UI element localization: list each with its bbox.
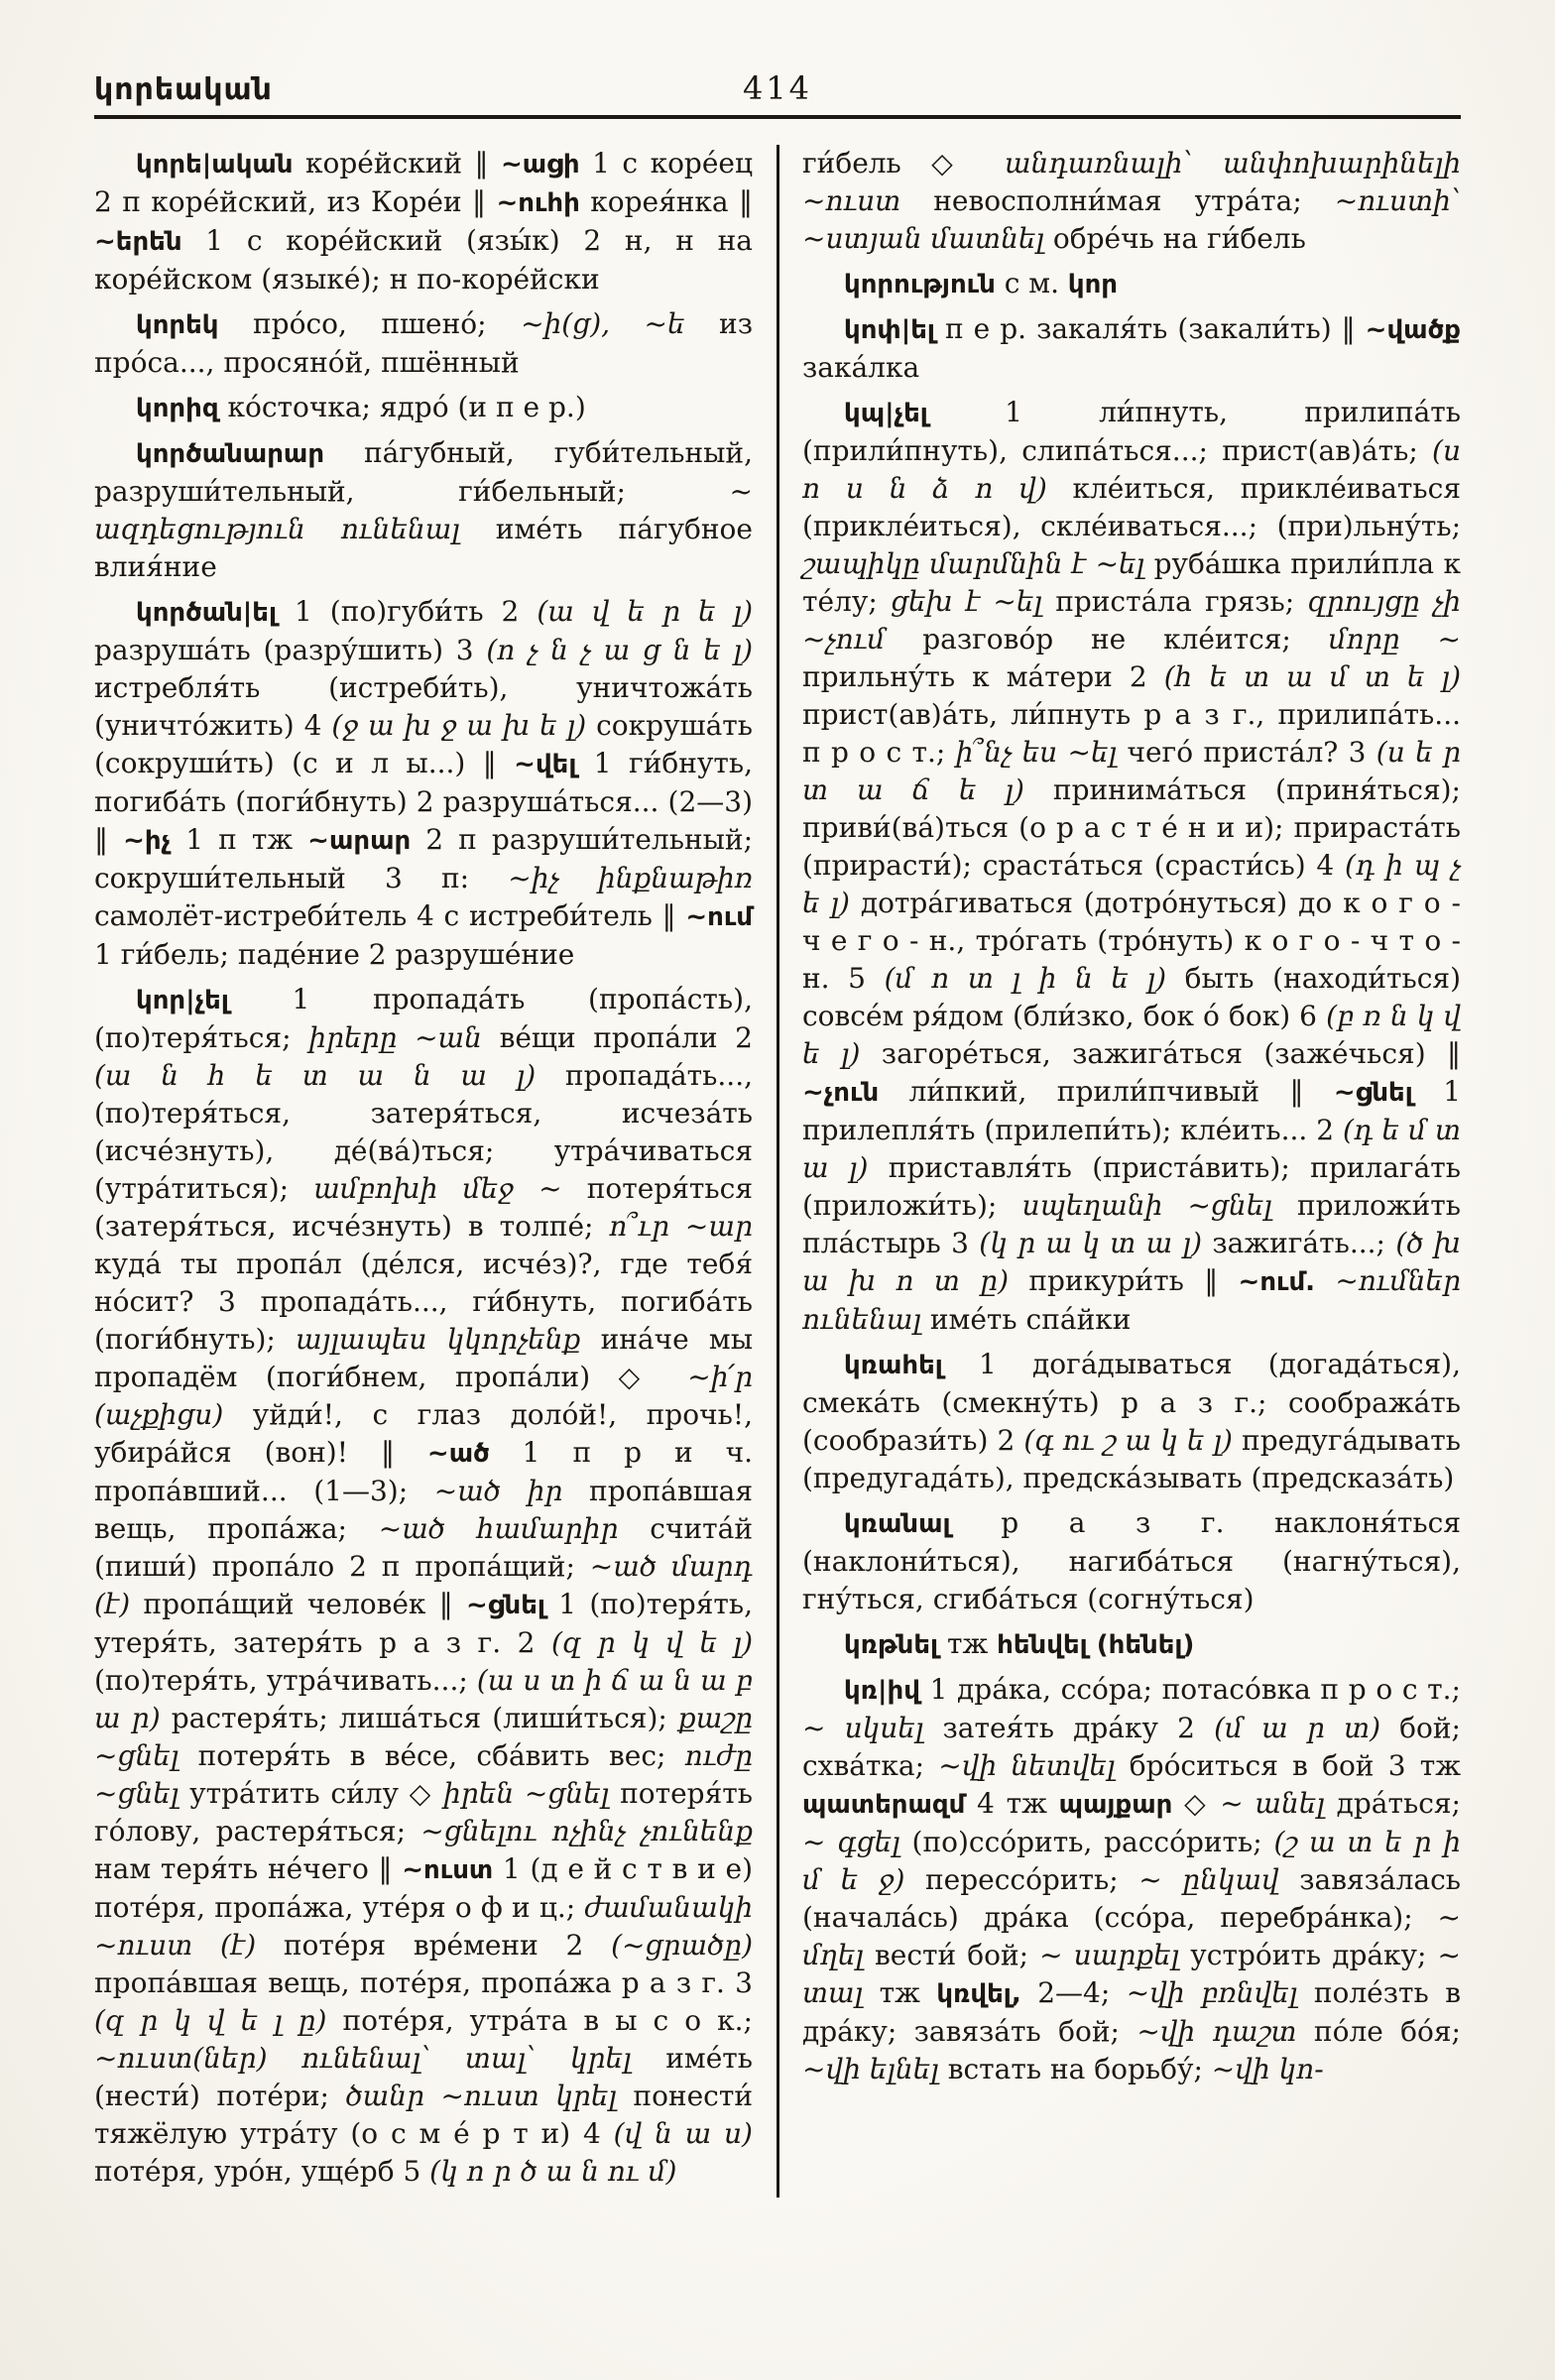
translation-text-run: по́ле бо́я; bbox=[1296, 2015, 1461, 2048]
translation-text-run: пропа́вшая вещь, поте́ря, пропа́жа р а з г. 3 bbox=[94, 1966, 753, 1999]
translation-text-run: обре́чь на ги́бель bbox=[1044, 222, 1306, 255]
translation-text-run: перессо́рить; bbox=[904, 1863, 1139, 1896]
headword-bold-run: ~չուն bbox=[802, 1078, 880, 1108]
translation-text-run: поле́зть в дра́ку; завяза́ть бой; bbox=[802, 1976, 1461, 2048]
translation-text-run: 1 ги́бель; паде́ние 2 разруше́ние bbox=[94, 938, 575, 971]
example-italic-run: ~ած մարդ (է) bbox=[94, 1550, 754, 1620]
translation-text-run: уйди́!, с глаз доло́й!, прочь!, убира́йся (вон)! ‖ bbox=[94, 1398, 753, 1469]
example-italic-run: (վ ն ա ս) bbox=[613, 2117, 753, 2150]
headword-bold-run: կռ|իվ bbox=[844, 1676, 920, 1706]
example-italic-run: ~ի՛ր (աչքիցս) bbox=[94, 1361, 753, 1431]
translation-text-run: пропа́щий челове́к ‖ bbox=[130, 1588, 466, 1620]
translation-text-run: поте́ря, уро́н, уще́рб 5 bbox=[94, 2155, 430, 2188]
example-italic-run: ~ ազդեցություն ունենալ bbox=[94, 475, 753, 545]
translation-text-run: кле́иться, прикле́иваться (прикле́иться), скле́иваться...; (при)льну́ть; bbox=[802, 472, 1462, 542]
example-italic-run: (ս ո ս ն ձ ո վ) bbox=[802, 434, 1461, 505]
translation-text-run: руба́шка прили́пла к те́лу; bbox=[802, 547, 1462, 618]
example-italic-run: (ծ խ ա խ ո տ ը) bbox=[802, 1227, 1462, 1297]
translation-text-run: 2—4; bbox=[1020, 1976, 1127, 2009]
translation-text-run: завяза́лась (начала́сь) дра́ка (ссо́ра, перебра́нка); bbox=[802, 1863, 1462, 1934]
example-italic-run: այլապես կկորչենք bbox=[296, 1323, 581, 1356]
translation-text-run: дотра́гиваться (дотро́нуться) до к о г о - ч е г о - н., тро́гать (тро́нуть) к о г о - ч т о - н. 5 bbox=[802, 887, 1462, 995]
example-italic-run: (դ ի պ չ ե լ) bbox=[802, 849, 1461, 919]
example-italic-run: անդառնալի՝ անփոխարինելի ~ուստ bbox=[802, 147, 1461, 217]
example-italic-run: ~վի բռնվել bbox=[1126, 1976, 1298, 2009]
example-italic-run: (հ ե տ ա մ տ ե լ) bbox=[1163, 660, 1461, 693]
example-italic-run: ~ անել bbox=[1220, 1787, 1325, 1820]
example-italic-run: զրույցը չի ~չում bbox=[802, 585, 1461, 655]
example-italic-run: քաշը ~ցնել bbox=[94, 1702, 753, 1772]
header-rule bbox=[94, 115, 1461, 119]
translation-text-run: 1 (по)теря́ть, утеря́ть, затеря́ть р а з г. 2 bbox=[94, 1588, 753, 1659]
dictionary-entry bbox=[802, 310, 1461, 387]
translation-text-run: тж bbox=[863, 1976, 937, 2009]
example-italic-run: ~ գցել bbox=[802, 1826, 900, 1858]
example-italic-run: ո՞ւր ~ար bbox=[609, 1210, 753, 1243]
headword-bold-run: կոփ|ել bbox=[844, 315, 935, 345]
translation-text-run: 1 пропада́ть (пропа́сть), (по)теря́ться; bbox=[94, 983, 753, 1054]
translation-text-run: сокруша́ть (сокруши́ть) (с и л ы...) ‖ bbox=[94, 709, 753, 779]
example-italic-run: ցեխ է ~ել bbox=[890, 585, 1042, 618]
translation-text-run: разгово́р не кле́ится; bbox=[885, 623, 1329, 655]
dictionary-entry bbox=[802, 265, 1461, 303]
example-italic-run: ~ած իր bbox=[433, 1475, 563, 1507]
example-italic-run: ~ումներ ունենալ bbox=[802, 1264, 1462, 1336]
headword-bold-run: կոր bbox=[1067, 270, 1119, 299]
translation-text-run: 1 (по)губи́ть 2 bbox=[277, 595, 538, 628]
translation-text-run: 2 п разруши́тельный; сокруши́тельный 3 п: bbox=[94, 823, 754, 894]
translation-text-run: пропа́вшая вещь, пропа́жа; bbox=[94, 1475, 753, 1545]
headword-bold-run: կորիզ bbox=[136, 394, 219, 423]
translation-text-run: затея́ть дра́ку 2 bbox=[923, 1712, 1215, 1744]
headword-bold-run: կռվել, bbox=[936, 1979, 1021, 2009]
headword-bold-run: ~երեն bbox=[94, 227, 182, 257]
translation-text-run: потеря́ть в ве́се, сба́вить вес; bbox=[179, 1739, 685, 1772]
column-right bbox=[802, 145, 1461, 2198]
dictionary-entry bbox=[94, 434, 753, 586]
guide-word: կորեական bbox=[94, 72, 273, 107]
example-italic-run: ~ուստ(ներ) ունենալ՝ տալ՝ կրել bbox=[94, 2042, 632, 2075]
translation-text-run: 1 ли́пнуть, прилипа́ть (прили́пнуть), слипа́ться...; прист(ав)а́ть; bbox=[802, 396, 1461, 467]
headword-bold-run: կորություն bbox=[844, 270, 996, 299]
dictionary-entry bbox=[802, 1504, 1461, 1618]
translation-text-run: быть (находи́ться) совсе́м ря́дом (бли́зко, бок о́ бок) 6 bbox=[802, 962, 1461, 1032]
example-italic-run: ~ մղել bbox=[802, 1901, 1461, 1971]
translation-text-run: ли́пкий, прили́пчивый ‖ bbox=[879, 1075, 1334, 1108]
translation-text-run: (по)теря́ть, утра́чивать...; bbox=[94, 1664, 477, 1697]
example-italic-run: (զ ր կ վ ե լ ը) bbox=[94, 2004, 327, 2037]
translation-text-run: поте́ря, утра́та в ы с о к.; bbox=[326, 2004, 753, 2037]
headword-bold-run: ~ցնել bbox=[466, 1591, 545, 1620]
translation-text-run: п е р. закаля́ть (закали́ть) ‖ bbox=[934, 312, 1366, 345]
example-italic-run: (ա վ ե ր ե լ) bbox=[537, 595, 753, 628]
translation-text-run: бой; схва́тка; bbox=[802, 1712, 1461, 1782]
translation-text-run: чего́ приста́л? 3 bbox=[1117, 736, 1376, 769]
headword-bold-run: կոր|չել bbox=[136, 986, 229, 1015]
example-italic-run: ~ի(ց), ~ե bbox=[521, 307, 685, 340]
headword-bold-run: ~արար bbox=[307, 826, 412, 856]
headword-bold-run: պայքար bbox=[1058, 1790, 1173, 1820]
translation-text-run: устро́ить дра́ку; bbox=[1179, 1939, 1438, 1971]
example-italic-run: ~վի դաշտ bbox=[1136, 2015, 1297, 2048]
headword-bold-run: ~վածք bbox=[1365, 315, 1461, 345]
example-italic-run: (գ ու շ ա կ ե լ) bbox=[1023, 1424, 1233, 1457]
translation-text-run: име́ть (нести́) поте́ри; bbox=[94, 2042, 753, 2112]
translation-text-run: 1 п тж bbox=[171, 823, 308, 856]
headword-bold-run: ~ացի bbox=[501, 150, 580, 179]
example-italic-run: շապիկը մարմնին է ~ել bbox=[802, 547, 1145, 580]
headword-bold-run: կորե|ական bbox=[136, 150, 294, 179]
translation-text-run: приставля́ть (приста́вить); прилага́ть (приложи́ть); bbox=[802, 1151, 1461, 1222]
translation-text-run: истребля́ть (истреби́ть), уничтожа́ть (уничто́жить) 4 bbox=[94, 671, 753, 742]
translation-text-run: из про́са..., просяно́й, пшённый bbox=[94, 307, 753, 379]
translation-text-run: зажига́ть...; bbox=[1202, 1227, 1396, 1259]
example-italic-run: (բ ռ ն կ վ ե լ) bbox=[802, 1000, 1461, 1070]
translation-text-run: 1 дога́дываться (догада́ться), смека́ть (смекну́ть) р а з г.; сообража́ть (сообрази́ть) 2 bbox=[802, 1348, 1461, 1457]
headword-bold-run: ~ում bbox=[685, 902, 753, 932]
example-italic-run: ի՞նչ ես ~ել bbox=[955, 736, 1118, 769]
example-italic-run: (զ ր կ վ ե լ) bbox=[550, 1626, 753, 1659]
translation-text-run: нам теря́ть не́чего ‖ bbox=[94, 1852, 403, 1885]
example-italic-run: (ո չ ն չ ա ց ն ե լ) bbox=[486, 634, 753, 666]
headword-bold-run: ~ուհի bbox=[496, 188, 580, 218]
example-italic-run: ծանր ~ուստ կրել bbox=[345, 2080, 617, 2112]
example-italic-run: ~վի ելնել bbox=[802, 2053, 939, 2085]
example-italic-run: ժամանակի ~ուստ (է) bbox=[94, 1891, 753, 1962]
headword-bold-run: կռթնել bbox=[844, 1630, 939, 1660]
translation-text-run: ве́щи пропа́ли 2 bbox=[481, 1021, 754, 1054]
example-italic-run: ~իչ ինքնաթիռ bbox=[508, 862, 753, 894]
translation-text-run: ина́че мы пропадём (поги́бнем, пропа́ли) ◇ bbox=[94, 1323, 753, 1393]
translation-text-run: приложи́ть пла́стырь 3 bbox=[802, 1189, 1461, 1259]
translation-text-run: встать на борьбу́; bbox=[938, 2053, 1212, 2085]
page-header bbox=[94, 56, 1461, 107]
translation-text-run: предуга́дывать (предугада́ть), предска́зывать (предсказа́ть) bbox=[802, 1424, 1461, 1494]
translation-text-run: тж bbox=[938, 1627, 998, 1660]
translation-text-run: разруша́ть (разру́шить) 3 bbox=[94, 634, 487, 666]
translation-text-run: 1 (д е й с т в и е) поте́ря, пропа́жа, уте́ря о ф и ц.; bbox=[94, 1852, 753, 1924]
example-italic-run: (մ ո տ լ ի ն ե լ) bbox=[884, 962, 1167, 995]
translation-text-run: 1 ги́бнуть, погиба́ть (поги́бнуть) 2 разруша́ться... (2—3) ‖ bbox=[94, 747, 753, 856]
example-italic-run: ~ սարքել bbox=[1039, 1939, 1180, 1971]
headword-bold-run: հենվել (հենել) bbox=[997, 1630, 1195, 1660]
example-italic-run: (մ ա ր տ) bbox=[1214, 1712, 1381, 1744]
translation-text-run: вести́ бой; bbox=[863, 1939, 1040, 1971]
translation-text-run: прикури́ть ‖ bbox=[1009, 1264, 1239, 1297]
translation-text-run: потеря́ться (затеря́ться, исче́знуть) в толпе́; bbox=[94, 1172, 754, 1243]
translation-text-run: принима́ться (приня́ться); приви́(ва́)ться (о р а с т е́ н и и); прираста́ть (прирасти́); сраста́ться (срасти́сь) 4 bbox=[802, 774, 1461, 882]
translation-text-run: 1 с коре́ец 2 п коре́йский, из Коре́и ‖ bbox=[94, 147, 754, 218]
translation-text-run: понести́ тяжёлую утра́ту (о с м е́ р т и) 4 bbox=[94, 2080, 753, 2150]
translation-text-run: 1 п р и ч. пропа́вший... (1—3); bbox=[94, 1436, 754, 1507]
example-italic-run: ~ած համարիր bbox=[378, 1512, 619, 1545]
entry-continuation bbox=[802, 145, 1461, 258]
translation-text-run: (по)ссо́рить, рассо́рить; bbox=[899, 1826, 1274, 1858]
dictionary-entry bbox=[94, 145, 753, 298]
example-italic-run: սպեղանի ~ցնել bbox=[1021, 1189, 1272, 1222]
example-italic-run: (ջ ա խ ջ ա խ ե լ) bbox=[331, 709, 587, 742]
example-italic-run: (կ ր ա կ տ ա լ) bbox=[979, 1227, 1203, 1259]
example-italic-run: ~ցնելու ոչինչ չունենք bbox=[420, 1815, 753, 1847]
example-italic-run: (ա ս տ ի ճ ա ն ա բ ա ր) bbox=[94, 1664, 753, 1734]
headword-bold-run: ~ած bbox=[426, 1439, 490, 1469]
headword-bold-run: ~ում. bbox=[1238, 1267, 1316, 1297]
translation-text-run: ко́сточка; ядро́ (и п е р.) bbox=[218, 391, 586, 423]
dictionary-entry bbox=[94, 389, 753, 427]
column-divider bbox=[777, 145, 779, 2198]
example-italic-run: մորը ~ bbox=[1328, 623, 1461, 655]
dictionary-entry bbox=[802, 1346, 1461, 1497]
example-italic-run: իրերը ~ան bbox=[308, 1021, 482, 1054]
translation-text-run: корея́нка ‖ bbox=[579, 185, 754, 218]
dictionary-entry bbox=[802, 394, 1461, 1339]
translation-text-run: 4 тж bbox=[965, 1787, 1059, 1820]
dictionary-entry bbox=[802, 1671, 1461, 2088]
example-italic-run: ուժը ~ցնել bbox=[94, 1739, 753, 1810]
headword-bold-run: կործանարար bbox=[136, 439, 325, 469]
translation-text-run: зака́лка bbox=[802, 351, 920, 384]
translation-text-run: самолёт-истреби́тель 4 с истреби́тель ‖ bbox=[94, 899, 686, 932]
text-columns bbox=[94, 145, 1461, 2198]
headword-bold-run: պատերազմ bbox=[802, 1790, 966, 1820]
translation-text-run: про́со, пшено́; bbox=[218, 307, 522, 340]
example-italic-run: (դ ե մ տ ա լ) bbox=[802, 1114, 1461, 1184]
example-italic-run: (ա ն հ ե տ ա ն ա լ) bbox=[94, 1059, 537, 1092]
translation-text-run: невосполни́мая утра́та; bbox=[900, 184, 1335, 217]
example-italic-run: ամբոխի մեջ ~ bbox=[313, 1172, 562, 1205]
headword-bold-run: ~վել bbox=[514, 750, 577, 779]
translation-text-run: растеря́ть; лиша́ться (лиши́ться); bbox=[160, 1702, 678, 1734]
translation-text-run: име́ть спа́йки bbox=[920, 1303, 1132, 1336]
headword-bold-run: ~իչ bbox=[123, 826, 172, 856]
dictionary-entry bbox=[802, 1625, 1461, 1664]
translation-text-run: потеря́ть го́лову, растеря́ться; bbox=[94, 1777, 753, 1847]
headword-bold-run: ~ցնել bbox=[1333, 1078, 1413, 1108]
translation-text-run: коре́йский ‖ bbox=[293, 147, 501, 179]
example-italic-run: ~ուստի՝ ~ստյան մատնել bbox=[802, 184, 1461, 255]
translation-text-run: 1 дра́ка, ссо́ра; потасо́вка п р о с т.; bbox=[919, 1673, 1461, 1706]
translation-text-run: име́ть па́губное влия́ние bbox=[94, 513, 753, 583]
translation-text-run: прист(ав)а́ть, ли́пнуть р а з г., прилипа́ть... п р о с т.; bbox=[802, 698, 1461, 769]
translation-text-run: утра́тить си́лу ◇ bbox=[179, 1777, 443, 1810]
translation-text-run: поте́ря вре́мени 2 bbox=[256, 1929, 612, 1962]
example-italic-run: ~վի կո- bbox=[1211, 2053, 1324, 2085]
example-italic-run: ~ ընկավ bbox=[1138, 1863, 1279, 1896]
example-italic-run: ~վի նետվել bbox=[938, 1749, 1116, 1782]
translation-text-run: с м. bbox=[995, 267, 1068, 299]
example-italic-run: ~ տալ bbox=[802, 1939, 1462, 2009]
headword-bold-run: կռահել bbox=[844, 1351, 943, 1380]
headword-bold-run: կռանալ bbox=[844, 1509, 951, 1539]
translation-text-run: пропада́ть..., (по)теря́ться, затеря́ться, исчеза́ть (исче́знуть), де́(ва́)ться; утра́чиваться (утра́титься); bbox=[94, 1059, 753, 1205]
column-left bbox=[94, 145, 753, 2198]
translation-text-run: прильну́ть к ма́тери 2 bbox=[802, 660, 1164, 693]
translation-text-run: 1 с коре́йский (язы́к) 2 н, н на коре́йском (языке́); н по-коре́йски bbox=[94, 224, 753, 296]
translation-text-run: куда́ ты пропа́л (де́лся, исче́з)?, где тебя́ но́сит? 3 пропада́ть..., ги́бнуть, погиба́ть (поги́бнуть); bbox=[94, 1248, 753, 1356]
translation-text-run: дра́ться; bbox=[1324, 1787, 1461, 1820]
dictionary-entry bbox=[94, 305, 753, 382]
dictionary-entry bbox=[94, 593, 753, 974]
translation-text-run: р а з г. наклоня́ться (наклони́ться), нагиба́ться (нагну́ться), гну́ться, сгиба́ться (согну́ться) bbox=[802, 1506, 1461, 1615]
translation-text-run: ги́бель ◇ bbox=[802, 147, 1005, 179]
example-italic-run: (~ցրածը) bbox=[611, 1929, 753, 1962]
example-italic-run: իրեն ~ցնել bbox=[442, 1777, 610, 1810]
example-italic-run: (կ ո ր ծ ա ն ու մ) bbox=[429, 2155, 677, 2188]
translation-text-run: 1 прилепля́ть (прилепи́ть); кле́ить... 2 bbox=[802, 1075, 1462, 1146]
dictionary-entry bbox=[94, 981, 753, 2191]
example-italic-run: ~ սկսել bbox=[802, 1712, 924, 1744]
translation-text-run: приста́ла грязь; bbox=[1042, 585, 1308, 618]
headword-bold-run: ~ուստ bbox=[402, 1855, 494, 1885]
headword-bold-run: կպ|չել bbox=[844, 399, 928, 428]
example-italic-run: (շ ա տ ե ր ի մ ե ջ) bbox=[802, 1826, 1462, 1896]
example-italic-run: (ս ե ր տ ա ճ ե լ) bbox=[802, 736, 1462, 806]
translation-text-run: ◇ bbox=[1172, 1787, 1221, 1820]
headword-bold-run: կորեկ bbox=[136, 310, 219, 340]
translation-text-run: па́губный, губи́тельный, разруши́тельный, ги́бельный; bbox=[94, 436, 753, 508]
headword-bold-run: կործան|ել bbox=[136, 598, 278, 628]
page-number: 414 bbox=[742, 69, 813, 107]
translation-text-run: бро́ситься в бой 3 тж bbox=[1115, 1749, 1461, 1782]
translation-text-run: счита́й (пиши́) пропа́ло 2 п пропа́щий; bbox=[94, 1512, 753, 1583]
translation-text-run: загоре́ться, зажига́ться (заже́чься) ‖ bbox=[860, 1037, 1461, 1070]
translation-text-run bbox=[1315, 1264, 1335, 1297]
